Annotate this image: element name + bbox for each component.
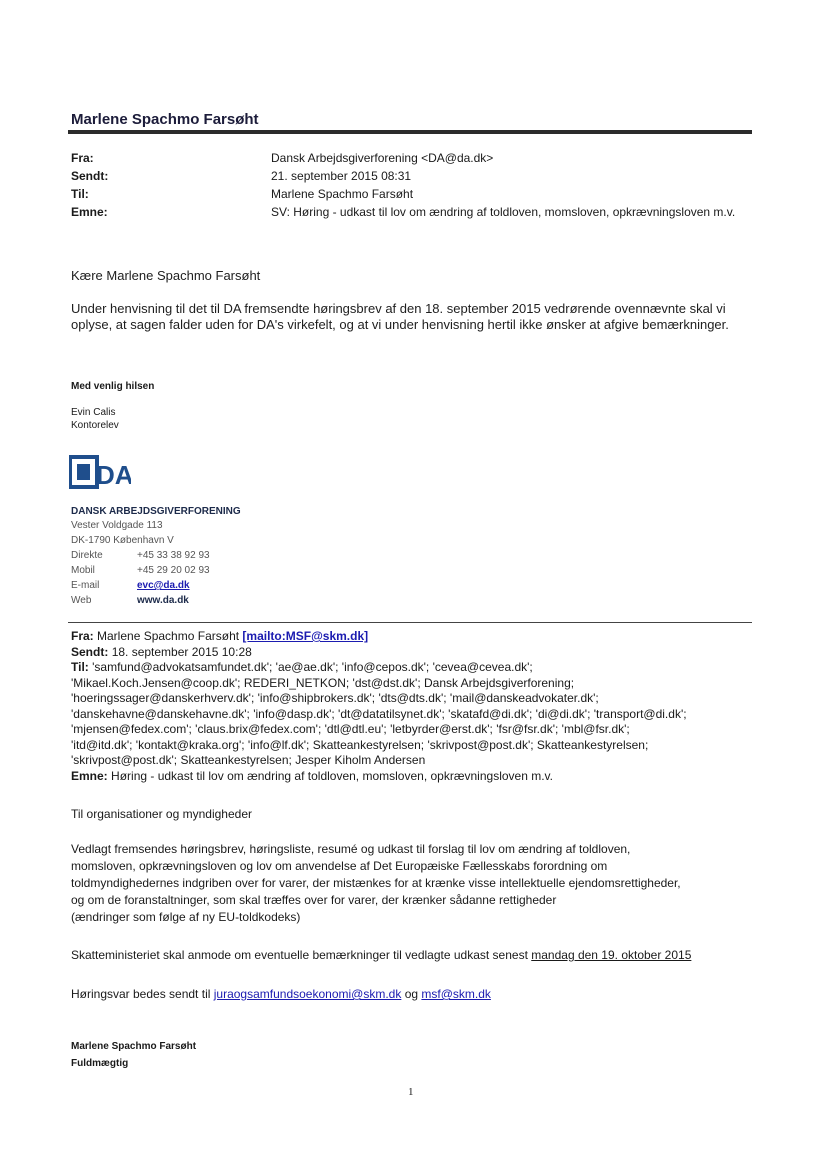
fwd-sent-value: 18. september 2015 10:28 bbox=[111, 644, 252, 659]
from-label: Fra: bbox=[71, 151, 94, 165]
fwd-sig-title: Fuldmægtig bbox=[71, 1058, 129, 1069]
fwd-to-row bbox=[71, 660, 761, 676]
fwd-sent-row bbox=[71, 645, 761, 661]
fwd-paragraph-1 bbox=[71, 841, 771, 926]
fwd-to-line: 'hoeringssager@danskerhverv.dk'; 'info@shipbrokers.dk'; 'dts@dts.dk'; 'mail@danskeadvokater.dk'; bbox=[71, 691, 599, 705]
to-label: Til: bbox=[71, 187, 89, 201]
email-label: E-mail bbox=[71, 580, 100, 591]
email-title: Marlene Spachmo Farsøht bbox=[71, 111, 259, 128]
greeting: Kære Marlene Spachmo Farsøht bbox=[71, 268, 261, 283]
fwd-from-row bbox=[71, 629, 761, 645]
fwd-to-label: Til: bbox=[71, 660, 89, 674]
fwd-para3-and: og bbox=[404, 987, 419, 1001]
fwd-para-line: Vedlagt fremsendes høringsbrev, høringsliste, resumé og udkast til forslag til lov om ændring af toldloven, bbox=[71, 842, 631, 856]
fwd-link-msf[interactable]: msf@skm.dk bbox=[421, 987, 491, 1001]
web-row bbox=[71, 594, 189, 608]
fwd-subject-row bbox=[71, 769, 761, 785]
to-value: Marlene Spachmo Farsøht bbox=[271, 187, 414, 201]
fwd-subject-value: Høring - udkast til lov om ændring af toldloven, momsloven, opkrævningsloven m.v. bbox=[111, 768, 553, 783]
fwd-to-line: 'mjensen@fedex.com'; 'claus.brix@fedex.com'; 'dtl@dtl.eu'; 'letbyrder@erst.dk'; 'fsr@fsr.dk'; 'mbl@fsr.dk'; bbox=[71, 722, 630, 736]
fwd-paragraph-3 bbox=[71, 986, 491, 1003]
closing: Med venlig hilsen bbox=[71, 381, 155, 392]
sender-role: Kontorelev bbox=[71, 420, 119, 431]
subject-value: SV: Høring - udkast til lov om ændring af toldloven, momsloven, opkrævningsloven m.v. bbox=[271, 205, 736, 219]
fwd-to-line: 'itd@itd.dk'; 'kontakt@kraka.org'; 'info@lf.dk'; Skatteankestyrelsen; 'skrivpost@post.dk'; Skatteankestyrelsen; bbox=[71, 737, 649, 752]
email-row bbox=[71, 579, 190, 593]
address-line1: Vester Voldgade 113 bbox=[71, 520, 163, 531]
fwd-salutation: Til organisationer og myndigheder bbox=[71, 807, 252, 821]
web-link[interactable]: www.da.dk bbox=[137, 595, 189, 606]
mobile-label: Mobil bbox=[71, 565, 95, 576]
forwarded-headers bbox=[71, 629, 761, 784]
fwd-para-line: toldmyndighedernes indgriben over for varer, der mistænkes for at krænke visse intellektuelle ejendomsrettigheder, bbox=[71, 876, 681, 890]
fwd-subject-label: Emne: bbox=[71, 768, 108, 783]
direct-row bbox=[71, 549, 210, 563]
mobile-row bbox=[71, 564, 210, 578]
fwd-to-line: 'Mikael.Koch.Jensen@coop.dk'; REDERI_NETKON; 'dst@dst.dk'; Dansk Arbejdsgiverforening; bbox=[71, 675, 575, 690]
logo-text: DA bbox=[96, 460, 131, 489]
fwd-sig-name: Marlene Spachmo Farsøht bbox=[71, 1041, 197, 1052]
from-value: Dansk Arbejdsgiverforening <DA@da.dk> bbox=[271, 151, 494, 165]
da-logo-icon bbox=[69, 455, 131, 489]
fwd-from-value: Marlene Spachmo Farsøht bbox=[97, 629, 240, 643]
fwd-from-label: Fra: bbox=[71, 629, 94, 643]
separator-rule bbox=[68, 622, 752, 623]
fwd-to-line: 'samfund@advokatsamfundet.dk'; 'ae@ae.dk'; 'info@cepos.dk'; 'cevea@cevea.dk'; bbox=[92, 660, 533, 674]
org-name: DANSK ARBEJDSGIVERFORENING bbox=[71, 506, 241, 517]
web-label: Web bbox=[71, 595, 92, 606]
fwd-sent-label: Sendt: bbox=[71, 644, 109, 659]
fwd-mailto-link[interactable]: [mailto:MSF@skm.dk] bbox=[242, 629, 369, 643]
da-logo bbox=[69, 455, 131, 489]
direct-label: Direkte bbox=[71, 550, 103, 561]
fwd-para-line: og om de foranstaltninger, som skal træffes over for varer, der krænker sådanne rettigheder bbox=[71, 893, 557, 907]
address-line2: DK-1790 København V bbox=[71, 535, 174, 546]
mobile-value: +45 29 20 02 93 bbox=[137, 565, 210, 576]
fwd-para-line: (ændringer som følge af ny EU-toldkodeks) bbox=[71, 910, 301, 924]
fwd-paragraph-2 bbox=[71, 947, 691, 964]
fwd-para-line: momsloven, opkrævningsloven og lov om anvendelse af Det Europæiske Fællesskabs forordning om bbox=[71, 859, 608, 873]
title-rule bbox=[68, 130, 752, 134]
fwd-para2-text: Skatteministeriet skal anmode om eventuelle bemærkninger til vedlagte udkast senest bbox=[71, 948, 528, 962]
fwd-deadline: mandag den 19. oktober 2015 bbox=[531, 948, 692, 962]
sent-label: Sendt: bbox=[71, 169, 109, 183]
fwd-para3-text: Høringsvar bedes sendt til bbox=[71, 987, 211, 1001]
page-number: 1 bbox=[408, 1086, 414, 1098]
body-paragraph: Under henvisning til det til DA fremsendte høringsbrev af den 18. september 2015 vedrørende ovennævnte skal vi oplyse, at sagen falder uden for DA's virkefelt, og at vi under henvisning hertil ikke ønsker at afgive bemærkninger. bbox=[71, 301, 729, 332]
email-link[interactable]: evc@da.dk bbox=[137, 580, 190, 591]
sent-value: 21. september 2015 08:31 bbox=[271, 169, 412, 183]
fwd-to-line: 'skrivpost@post.dk'; Skatteankestyrelsen; Jesper Kiholm Andersen bbox=[71, 753, 426, 767]
subject-label: Emne: bbox=[71, 205, 108, 219]
sender-name: Evin Calis bbox=[71, 407, 116, 418]
fwd-to-line: 'danskehavne@danskehavne.dk'; 'info@dasp.dk'; 'dt@datatilsynet.dk'; 'skatafd@di.dk'; 'di@di.dk'; 'transport@di.dk'; bbox=[71, 706, 687, 721]
direct-value: +45 33 38 92 93 bbox=[137, 550, 210, 561]
fwd-link-jura[interactable]: juraogsamfundsoekonomi@skm.dk bbox=[213, 987, 402, 1001]
